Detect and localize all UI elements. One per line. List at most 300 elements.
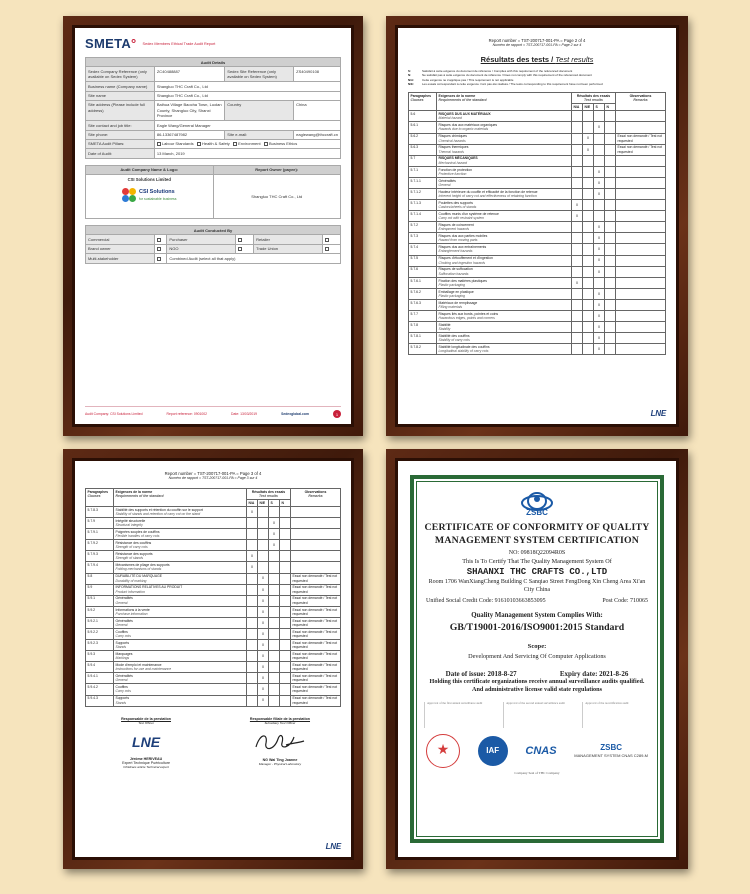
result-mark	[247, 617, 258, 628]
result-mark	[280, 551, 291, 562]
result-mark	[583, 200, 594, 211]
result-mark: X	[572, 211, 583, 222]
clause-number: 5.7.8.2	[409, 344, 437, 355]
clause-number: 5.7.9.1	[86, 529, 114, 540]
result-mark: X	[594, 266, 605, 277]
result-mark	[269, 662, 280, 673]
certificate-footnote: Company Seal of THC Company	[514, 770, 560, 775]
clause-number: 5.9.2	[86, 606, 114, 617]
result-mark	[269, 695, 280, 706]
site-name-value: Shangluo THC Craft Co., Ltd	[154, 91, 340, 100]
certify-statement: This Is To Certify That The Quality Management System Of	[462, 558, 612, 566]
officer-title: Expert Technique Puériculture	[122, 760, 170, 765]
officer-name: Jérôme HERIVEAU	[129, 756, 163, 761]
remarks-cell: Essai non demandé / Test not requested	[291, 595, 341, 606]
smeta-header-text: Sedex Members Ethical Trade Audit Report	[142, 41, 216, 46]
audit-company-label: Audit Company Name & Logo:	[86, 165, 214, 174]
result-mark	[572, 255, 583, 266]
result-mark	[280, 506, 291, 517]
remarks-cell: Essai non demandé / Test not requested	[291, 617, 341, 628]
result-mark	[269, 506, 280, 517]
remarks-cell	[616, 288, 666, 299]
result-mark: X	[594, 233, 605, 244]
result-mark	[572, 333, 583, 344]
result-mark	[247, 673, 258, 684]
site-email-label: Site e-mail:	[225, 130, 294, 139]
result-mark	[247, 584, 258, 595]
remarks-cell	[616, 177, 666, 188]
checkbox-icon	[238, 238, 242, 242]
zsbc-stamp: ZSBC MANAGEMENT SYSTEM CNAS C289-M	[574, 742, 648, 759]
remarks-cell	[616, 322, 666, 333]
remarks-cell	[291, 562, 341, 573]
requirement-cell: Poignées souples de couffins Flexible handles of carry cots	[114, 529, 247, 540]
clause-number: 5.9.4.2	[86, 684, 114, 695]
requirement-cell: RISQUES DUS AUX MATÉRIAUX Material hazard	[437, 111, 572, 122]
surveillance-note-2: Approval of the second annual surveillance audit	[503, 702, 571, 728]
result-mark	[247, 651, 258, 662]
remarks-cell	[616, 188, 666, 199]
pillar-health: Health & Safety	[202, 141, 230, 147]
requirement-cell: Intégrité structurelle Structural integrity	[114, 518, 247, 529]
result-mark	[247, 595, 258, 606]
table-row	[409, 133, 666, 144]
result-mark: X	[247, 506, 258, 517]
result-mark	[583, 277, 594, 288]
result-mark: X	[258, 662, 269, 673]
result-mark: X	[583, 133, 594, 144]
remarks-cell	[291, 551, 341, 562]
iaf-logo: IAF	[478, 736, 508, 766]
remarks-cell	[291, 529, 341, 540]
results-legend	[408, 69, 666, 86]
result-mark	[605, 311, 616, 322]
table-row	[86, 662, 341, 673]
result-mark: X	[583, 144, 594, 155]
country-label: Country	[225, 100, 294, 120]
table-row	[86, 540, 341, 551]
remarks-cell	[616, 233, 666, 244]
clause-number: 5.7.6.1	[409, 277, 437, 288]
clause-number: 5.9	[86, 584, 114, 595]
audit-details-heading: Audit Details	[86, 58, 341, 67]
result-mark: X	[258, 651, 269, 662]
result-mark	[605, 211, 616, 222]
table-row	[409, 111, 666, 122]
iso-certificate	[395, 458, 679, 860]
subsidiary-title-en: Manager - Physical Laboratory	[258, 761, 302, 766]
report-owner-value: Shangluo THC Craft Co., Ltd	[213, 175, 341, 219]
conducted-brand-owner: Brand owner	[86, 244, 155, 253]
requirement-cell: Résistance des couffins Strength of carry cots	[114, 540, 247, 551]
zsbc-logo-text: ZSBC	[526, 508, 548, 517]
result-mark	[594, 111, 605, 122]
requirement-cell: Mode d'emploi et maintenance Instructions for use and maintenance	[114, 662, 247, 673]
result-mark	[572, 322, 583, 333]
result-mark	[583, 111, 594, 122]
audit-date-label: Date of Audit:	[86, 149, 155, 158]
clause-number: 5.7.1.1	[409, 177, 437, 188]
table-row	[86, 628, 341, 639]
requirement-cell: Informations à la vente Purchase information	[114, 606, 247, 617]
certificate-number: NO: 09818Q22094R0S	[508, 550, 566, 557]
table-row	[409, 211, 666, 222]
site-phone-value: 86-13367487982	[154, 130, 224, 139]
result-mark	[583, 233, 594, 244]
result-mark	[572, 144, 583, 155]
requirement-cell: Résistance des supports Strength of stands	[114, 551, 247, 562]
col-na: N/A	[572, 104, 583, 111]
requirement-cell: Stabilité des couffins Stability of carry cots	[437, 333, 572, 344]
clause-number: 5.7.8.1	[409, 333, 437, 344]
report-number: Report number = TST-200717-001-PA = Page 3 of 4	[164, 471, 262, 476]
requirement-cell: Emballage en plastique Plastic packaging	[437, 288, 572, 299]
clause-number: 5.7.1.3	[409, 200, 437, 211]
requirement-cell: Supports Stands	[114, 640, 247, 651]
result-mark	[269, 551, 280, 562]
csi-logo-icon	[122, 188, 136, 202]
requirement-cell: Généralités General	[437, 177, 572, 188]
table-row	[86, 617, 341, 628]
smeta-document	[72, 25, 354, 427]
result-mark: X	[258, 684, 269, 695]
result-mark	[247, 529, 258, 540]
clause-number: 5.6	[409, 111, 437, 122]
requirement-cell: Stabilité longitudinale des couffins Longitudinal stability of carry cots	[437, 344, 572, 355]
result-mark	[572, 299, 583, 310]
requirement-cell: Poulettes des supports Castors/wheels of stands	[437, 200, 572, 211]
result-mark: X	[572, 200, 583, 211]
pillar-ethics: Business Ethics	[268, 141, 298, 147]
result-mark: X	[594, 299, 605, 310]
company-name: SHAANXI THC CRAFTS CO.,LTD	[466, 567, 608, 578]
sedex-company-ref-value: ZC40488887	[154, 67, 224, 82]
result-mark	[280, 584, 291, 595]
site-contact-value: Eagle Wang/General Manager	[154, 121, 340, 130]
conducted-trade-union: Trade Union	[254, 244, 323, 253]
table-row	[409, 255, 666, 266]
smeta-footer	[85, 406, 341, 418]
clause-number: 5.9.4	[86, 662, 114, 673]
requirement-cell: Risques de suffocation Suffocation hazards	[437, 266, 572, 277]
report-number: Report number = TST-200717-001-PA = Page 2 of 4	[488, 38, 586, 43]
result-mark	[583, 344, 594, 355]
requirement-cell: Risques dus aux matériaux organiques Hazards due to organic materials	[437, 122, 572, 133]
table-row	[86, 606, 341, 617]
result-mark	[269, 651, 280, 662]
result-mark	[605, 122, 616, 133]
standard-name: GB/T19001-2016/ISO9001:2015 Standard	[449, 622, 625, 634]
result-mark	[258, 562, 269, 573]
result-mark	[258, 529, 269, 540]
result-mark	[594, 133, 605, 144]
site-contact-label: Site contact and job title:	[86, 121, 155, 130]
result-mark: X	[247, 562, 258, 573]
requirement-cell: Couffins Carry cots	[114, 684, 247, 695]
col-n: N	[280, 500, 291, 507]
result-mark	[280, 595, 291, 606]
clause-number: 5.7.7	[409, 311, 437, 322]
col-n: N	[605, 104, 616, 111]
clause-number: 5.8	[86, 573, 114, 584]
col-results: Résultats des essais Test results	[247, 489, 291, 500]
requirement-cell: Risques d'étouffement et d'ingestion Choking and ingestion hazards	[437, 255, 572, 266]
result-mark	[583, 322, 594, 333]
remarks-cell	[616, 277, 666, 288]
col-requirements: Exigences de la norme Requirements of the standard	[437, 93, 572, 111]
table-row	[409, 266, 666, 277]
complies-with: Quality Management System Complies With:	[471, 612, 603, 620]
test-results-title: Résultats des tests / Test results	[480, 55, 594, 64]
requirement-cell: Fixation des matières plastiques Plastic packaging	[437, 277, 572, 288]
checkbox-icon	[233, 142, 237, 146]
result-mark	[280, 628, 291, 639]
table-row	[86, 529, 341, 540]
result-mark	[269, 673, 280, 684]
clause-number: 5.9.4.1	[86, 673, 114, 684]
result-mark	[269, 684, 280, 695]
result-mark: X	[594, 244, 605, 255]
table-row	[409, 311, 666, 322]
col-remarks: Observations Remarks	[616, 93, 666, 111]
result-mark	[572, 222, 583, 233]
footer-report-ref: Report reference: 0901002	[166, 412, 208, 416]
requirement-cell: Risques dus aux entraînements Entanglement hazards	[437, 244, 572, 255]
result-mark: X	[269, 518, 280, 529]
clause-number: 5.9.2.3	[86, 640, 114, 651]
result-mark: X	[258, 584, 269, 595]
smeta-logo: SMETA°	[85, 36, 137, 51]
clause-number: 5.9.3	[86, 651, 114, 662]
checkbox-icon	[157, 257, 161, 261]
col-clauses: Paragraphes Clauses	[86, 489, 114, 507]
result-mark	[258, 506, 269, 517]
csi-logo-cell	[86, 175, 214, 219]
table-row	[409, 233, 666, 244]
result-mark	[572, 122, 583, 133]
clause-number: 5.7.1.2	[409, 188, 437, 199]
result-mark	[247, 684, 258, 695]
requirement-cell: Risques thermiques Thermal hazards	[437, 144, 572, 155]
test-officer-signature	[89, 717, 203, 769]
result-mark	[605, 299, 616, 310]
result-mark	[572, 244, 583, 255]
result-mark	[280, 695, 291, 706]
remarks-cell: Essai non demandé / Test not requested	[291, 673, 341, 684]
clause-number: 5.6.2	[409, 133, 437, 144]
result-mark: X	[258, 617, 269, 628]
lne-logo: LNE	[132, 733, 161, 750]
table-row	[409, 299, 666, 310]
col-na: N/A	[247, 500, 258, 507]
result-mark: X	[594, 333, 605, 344]
sedex-site-ref-value: ZS40490108	[294, 67, 341, 82]
surveillance-notes	[424, 702, 650, 728]
result-mark	[583, 155, 594, 166]
scope-text: Development And Servicing Of Computer Applications	[468, 653, 606, 661]
remarks-cell	[616, 122, 666, 133]
subsidiary-role: Responsable filiale de la prestation	[249, 716, 311, 721]
clause-number: 5.7.1.4	[409, 211, 437, 222]
title-fr: Résultats des tests	[480, 55, 550, 64]
post-code: Post Code: 710065	[602, 598, 648, 605]
clause-number: 5.7.9.4	[86, 562, 114, 573]
table-row	[86, 573, 341, 584]
report-number-fr: Numéro de rapport = TST-200717-001-PA = Page 2 sur 4	[492, 43, 582, 47]
requirement-cell: RISQUES MÉCANIQUES Mechanical hazard	[437, 155, 572, 166]
clause-number: 5.7.9.2	[86, 540, 114, 551]
scope-heading: Scope:	[527, 643, 547, 651]
table-row	[86, 651, 341, 662]
result-mark	[605, 111, 616, 122]
checkbox-icon	[325, 238, 329, 242]
test-results-table	[408, 92, 666, 355]
requirement-cell: Risques liés aux bords, pointes et coins Hazardous edges, points and corners	[437, 311, 572, 322]
remarks-cell: Essai non demandé / Test not requested	[291, 662, 341, 673]
table-row	[409, 333, 666, 344]
remarks-cell: Essai non demandé / Test not requested	[291, 640, 341, 651]
clause-number: 5.9.2.2	[86, 628, 114, 639]
result-mark	[572, 177, 583, 188]
remarks-cell	[616, 299, 666, 310]
result-mark: X	[594, 311, 605, 322]
remarks-cell	[291, 518, 341, 529]
checkbox-icon	[157, 142, 161, 146]
requirement-cell: DURABILITÉ DU MARQUAGE Durability of marking	[114, 573, 247, 584]
result-mark	[280, 540, 291, 551]
result-mark	[247, 628, 258, 639]
col-ne: N/E	[258, 500, 269, 507]
conducted-commercial: Commercial	[86, 235, 155, 244]
clause-number: 5.6.1	[409, 122, 437, 133]
checkbox-icon	[264, 142, 268, 146]
subsidiary-officer-signature	[223, 717, 337, 769]
business-name-label: Business name (Company name)	[86, 82, 155, 91]
remarks-cell	[616, 333, 666, 344]
result-mark	[269, 628, 280, 639]
result-mark	[247, 662, 258, 673]
result-mark	[572, 166, 583, 177]
result-mark	[605, 344, 616, 355]
result-mark	[605, 200, 616, 211]
officer-title-en: Childcare article Technical expert	[123, 764, 169, 769]
clause-number: 5.7	[409, 155, 437, 166]
result-mark	[269, 584, 280, 595]
result-mark: X	[258, 695, 269, 706]
result-mark: X	[594, 188, 605, 199]
pillar-environment: Environment	[238, 141, 261, 147]
report-number-fr: Numéro de rapport = TST-200717-001-PA = Page 3 sur 4	[168, 476, 258, 480]
footer-date: Date: 13/03/2019	[231, 412, 258, 416]
clause-number: 5.7.8	[409, 322, 437, 333]
officer-role: Responsable de la prestation	[121, 716, 171, 721]
credit-row	[424, 598, 650, 604]
csi-logo-text: CSI Solutions	[138, 189, 175, 196]
footer-audit-company: Audit Company: CSI Solutions Limited	[85, 412, 143, 416]
zsbc-logo	[424, 491, 650, 517]
table-row	[86, 640, 341, 651]
clause-number: 5.7.9.3	[86, 551, 114, 562]
signature-block	[85, 717, 341, 769]
site-address-value: Baihua Village Baocha Town, Luolan County, Shangluo City, Shanxi Province	[154, 100, 224, 120]
handwritten-signature-icon	[250, 729, 310, 755]
result-mark: X	[594, 222, 605, 233]
remarks-cell: Essai non demandé / Test not requested	[616, 144, 666, 155]
result-mark	[605, 177, 616, 188]
remarks-cell: Essai non demandé / Test not requested	[291, 584, 341, 595]
result-mark: X	[258, 595, 269, 606]
result-mark	[280, 518, 291, 529]
result-mark: X	[594, 122, 605, 133]
table-row	[409, 277, 666, 288]
requirement-cell: Généralités General	[114, 617, 247, 628]
result-mark	[572, 266, 583, 277]
result-mark	[583, 166, 594, 177]
result-mark	[280, 606, 291, 617]
legend-item: N: Ne satisfait pas à cette exigence du document de référence / Does not comply with this requirement of the referenced document	[408, 73, 592, 78]
result-mark	[269, 617, 280, 628]
result-mark	[247, 540, 258, 551]
table-row	[86, 684, 341, 695]
lne-logo: LNE	[325, 842, 341, 851]
result-mark	[280, 640, 291, 651]
result-mark	[280, 651, 291, 662]
result-mark: X	[258, 606, 269, 617]
clause-number: 5.7.6.2	[409, 288, 437, 299]
validity-dates	[424, 670, 650, 678]
audit-pillars-label: SMETA Audit Pillars:	[86, 139, 155, 148]
clause-number: 5.9.4.3	[86, 695, 114, 706]
result-mark	[594, 277, 605, 288]
result-mark: X	[247, 551, 258, 562]
certificate-title: CERTIFICATE OF CONFORMITY OF QUALITY MANAGEMENT SYSTEM CERTIFICATION	[424, 522, 650, 547]
result-mark	[594, 144, 605, 155]
test-report-page-3	[72, 458, 354, 860]
clause-number: 5.7.9	[86, 518, 114, 529]
result-mark: X	[258, 573, 269, 584]
result-mark	[594, 200, 605, 211]
table-row	[86, 562, 341, 573]
result-mark	[269, 595, 280, 606]
remarks-cell	[616, 255, 666, 266]
remarks-cell	[616, 266, 666, 277]
remarks-cell: Essai non demandé / Test not requested	[291, 684, 341, 695]
result-mark	[280, 617, 291, 628]
col-requirements: Exigences de la norme Requirements of the standard	[114, 489, 247, 507]
requirement-cell: Risques chimiques Chemical hazards	[437, 133, 572, 144]
test-results-table	[85, 488, 341, 707]
clause-number: 5.7.2	[409, 222, 437, 233]
legend-item: S: Satisfait à cette exigence du document de référence / Complies with this requirement of the referenced document	[408, 69, 573, 73]
company-address: Room 1706 WanXiangCheng Building C Sanqiao Street FengDong Xin Cheng Area Xi'an City China	[428, 579, 646, 594]
result-mark	[572, 344, 583, 355]
result-mark	[280, 573, 291, 584]
table-row	[86, 595, 341, 606]
clause-number: 5.7.5	[409, 255, 437, 266]
social-credit-code: Unified Social Credit Code: 91610103663853095	[426, 598, 546, 605]
result-mark	[583, 266, 594, 277]
result-mark	[280, 684, 291, 695]
requirement-cell: Fonction de protection Protective function	[437, 166, 572, 177]
table-row	[409, 288, 666, 299]
result-mark	[572, 133, 583, 144]
result-mark	[594, 211, 605, 222]
audit-conducted-table	[85, 225, 341, 264]
test-report-page-2	[395, 25, 679, 427]
checkbox-icon	[197, 142, 201, 146]
remarks-cell	[291, 506, 341, 517]
result-mark	[594, 155, 605, 166]
